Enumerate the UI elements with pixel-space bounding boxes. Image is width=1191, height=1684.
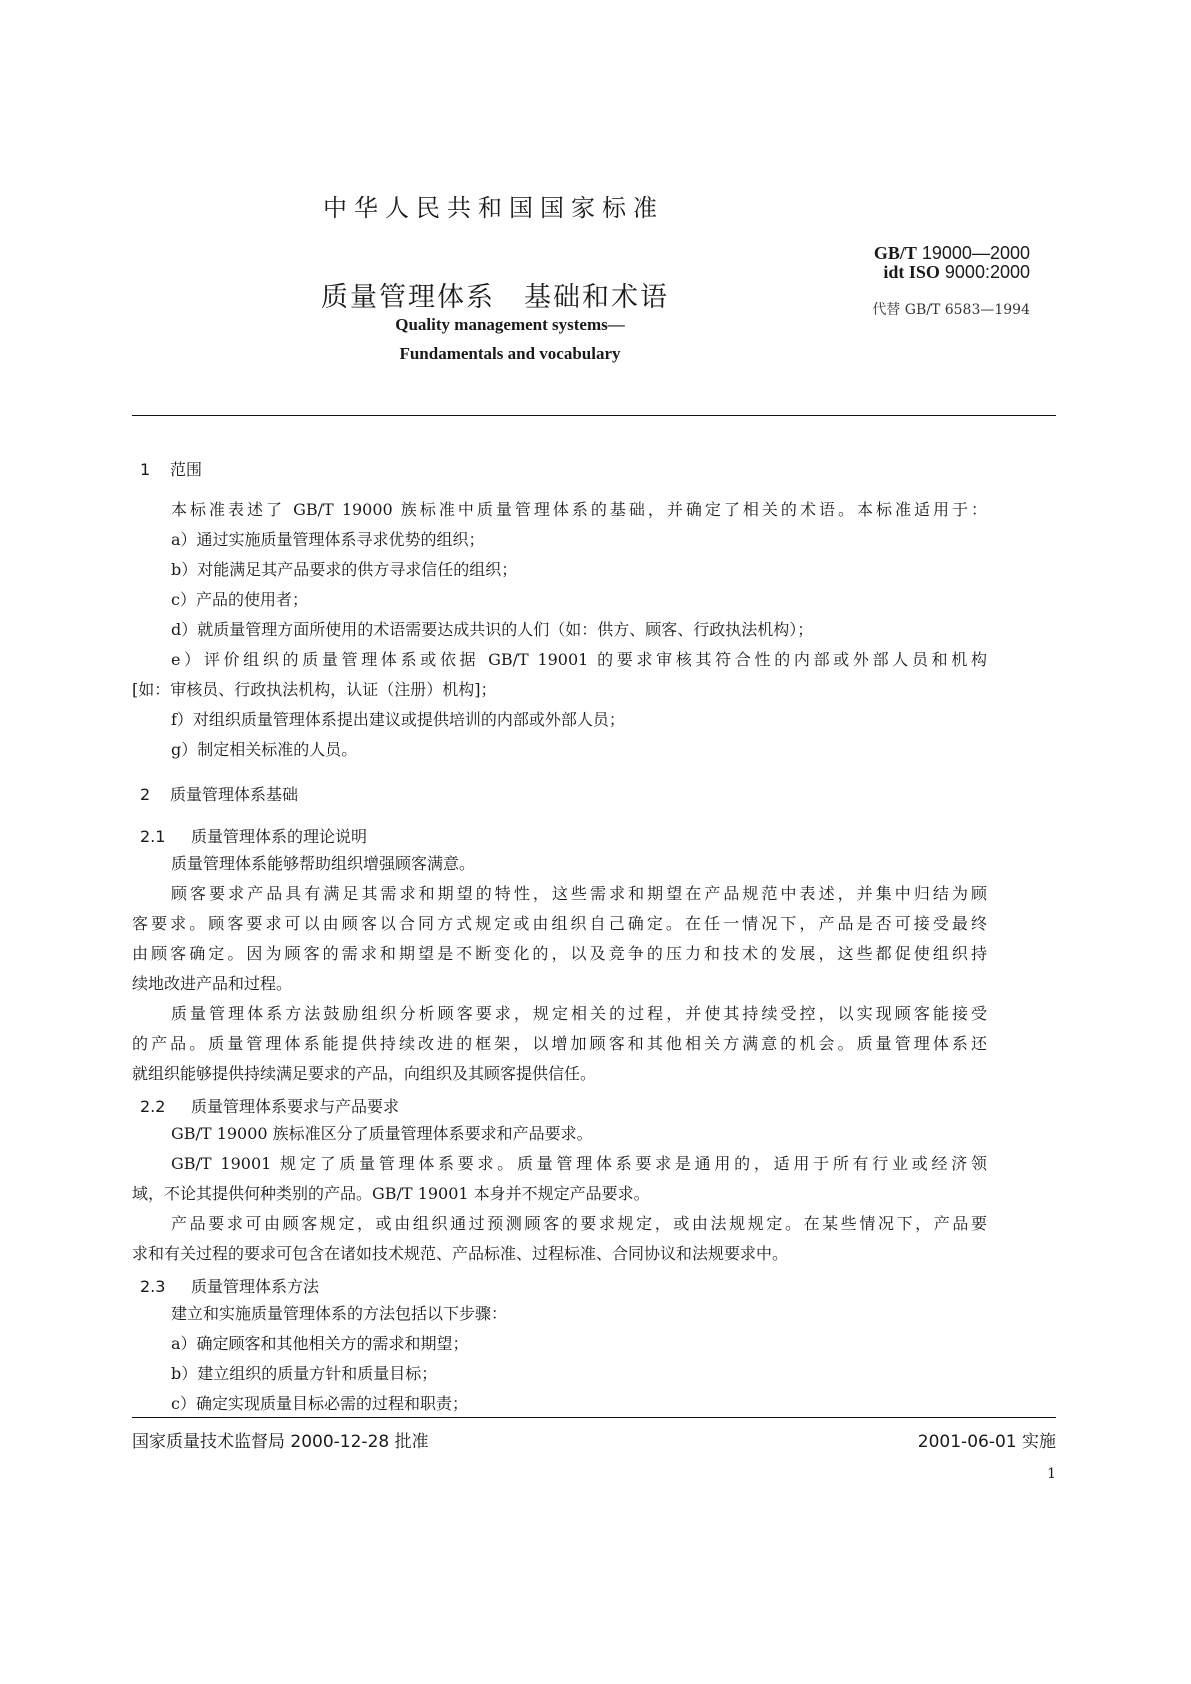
list-item-continued: [如：审核员、行政执法机构，认证（注册）机构]； [132,680,497,699]
paragraph-line: 域，不论其提供何种类别的产品。GB/T 19001 本身并不规定产品要求。 [132,1184,650,1203]
list-item: c）产品的使用者； [171,590,308,609]
iso-number: 9000:2000 [939,262,1030,282]
iso-prefix: idt ISO [883,262,940,282]
standard-code-prefix: GB/T [873,243,917,263]
paragraph-line: 产品要求可由顾客规定，或由组织通过预测顾客的要求规定，或由法规规定。在某些情况下，产品要 [171,1214,987,1233]
paragraph-line: 就组织能够提供持续满足要求的产品，向组织及其顾客提供信任。 [132,1064,597,1083]
section-number: 2 [140,785,151,804]
list-item: e）评价组织的质量管理体系或依据 GB/T 19001 的要求审核其符合性的内部或外部人员和机构 [171,650,987,669]
paragraph-line: 顾客要求产品具有满足其需求和期望的特性，这些需求和期望在产品规范中表述，并集中归结为顾 [171,884,987,903]
paragraph-line: 客要求。顾客要求可以由顾客以合同方式规定或由组织自己确定。在任一情况下，产品是否可接受最终 [132,914,987,933]
list-item: a）确定顾客和其他相关方的需求和期望； [171,1334,469,1353]
subsection-2-2-heading [140,1094,399,1117]
english-title-line1: Quality management systems— [395,315,625,334]
list-item: g）制定相关标准的人员。 [171,740,358,759]
subsection-2-1-heading [140,824,367,847]
section-number: 1 [140,460,151,479]
header-divider [132,415,1056,416]
subsection-title: 质量管理体系要求与产品要求 [191,1097,400,1116]
subsection-title: 质量管理体系方法 [191,1277,320,1296]
paragraph-line: GB/T 19000 族标准区分了质量管理体系要求和产品要求。 [171,1124,593,1143]
english-title-line2: Fundamentals and vocabulary [399,344,621,363]
national-standard-label: 中华人民共和国国家标准 [323,194,664,222]
effective-date: 2001-06-01 实施 [917,1432,1056,1452]
standard-code-number: 19000—2000 [916,243,1030,263]
paragraph-line: GB/T 19001 规定了质量管理体系要求。质量管理体系要求是通用的，适用于所有行业或经济领 [171,1154,987,1173]
iso-equivalent [815,262,1030,283]
paragraph-line: 续地改进产品和过程。 [132,974,293,993]
approval-date: 国家质量技术监督局 2000-12-28 批准 [132,1432,429,1452]
list-item: a）通过实施质量管理体系寻求优势的组织； [171,530,485,549]
section-title: 质量管理体系基础 [170,785,299,804]
paragraph-line: 质量管理体系能够帮助组织增强顾客满意。 [171,854,476,873]
section-2-heading [140,782,298,805]
list-item: b）建立组织的质量方针和质量目标； [171,1364,438,1383]
paragraph-line: 建立和实施质量管理体系的方法包括以下步骤： [171,1304,508,1323]
subsection-2-3-heading [140,1274,319,1297]
page-number: 1 [1047,1466,1056,1482]
list-item: d）就质量管理方面所使用的术语需要达成共识的人们（如：供方、顾客、行政执法机构）； [171,620,814,639]
footer-divider [132,1417,1056,1418]
paragraph-line: 的产品。质量管理体系能提供持续改进的框架，以增加顾客和其他相关方满意的机会。质量管理体系还 [132,1034,987,1053]
paragraph-line: 求和有关过程的要求可包含在诸如技术规范、产品标准、过程标准、合同协议和法规要求中。 [132,1244,789,1263]
subsection-number: 2.2 [140,1097,166,1116]
list-item: c）确定实现质量目标必需的过程和职责； [171,1394,468,1413]
subsection-number: 2.3 [140,1277,166,1296]
section-1-heading [140,457,202,480]
replaces-standard: 代替 GB/T 6583—1994 [872,302,1030,318]
paragraph-line: 由顾客确定。因为顾客的需求和期望是不断变化的，以及竞争的压力和技术的发展，这些都促使组织持 [132,944,987,963]
subsection-number: 2.1 [140,827,166,846]
section-1-intro: 本标准表述了 GB/T 19000 族标准中质量管理体系的基础，并确定了相关的术语。本标准适用于： [171,500,987,519]
paragraph-line: 质量管理体系方法鼓励组织分析顾客要求，规定相关的过程，并使其持续受控，以实现顾客能接受 [171,1004,987,1023]
section-title: 范围 [170,460,203,479]
document-title: 质量管理体系 基础和术语 [321,282,669,313]
subsection-title: 质量管理体系的理论说明 [191,827,368,846]
list-item: f）对组织质量管理体系提出建议或提供培训的内部或外部人员； [171,710,625,729]
standard-code [815,243,1030,264]
list-item: b）对能满足其产品要求的供方寻求信任的组织； [171,560,518,579]
